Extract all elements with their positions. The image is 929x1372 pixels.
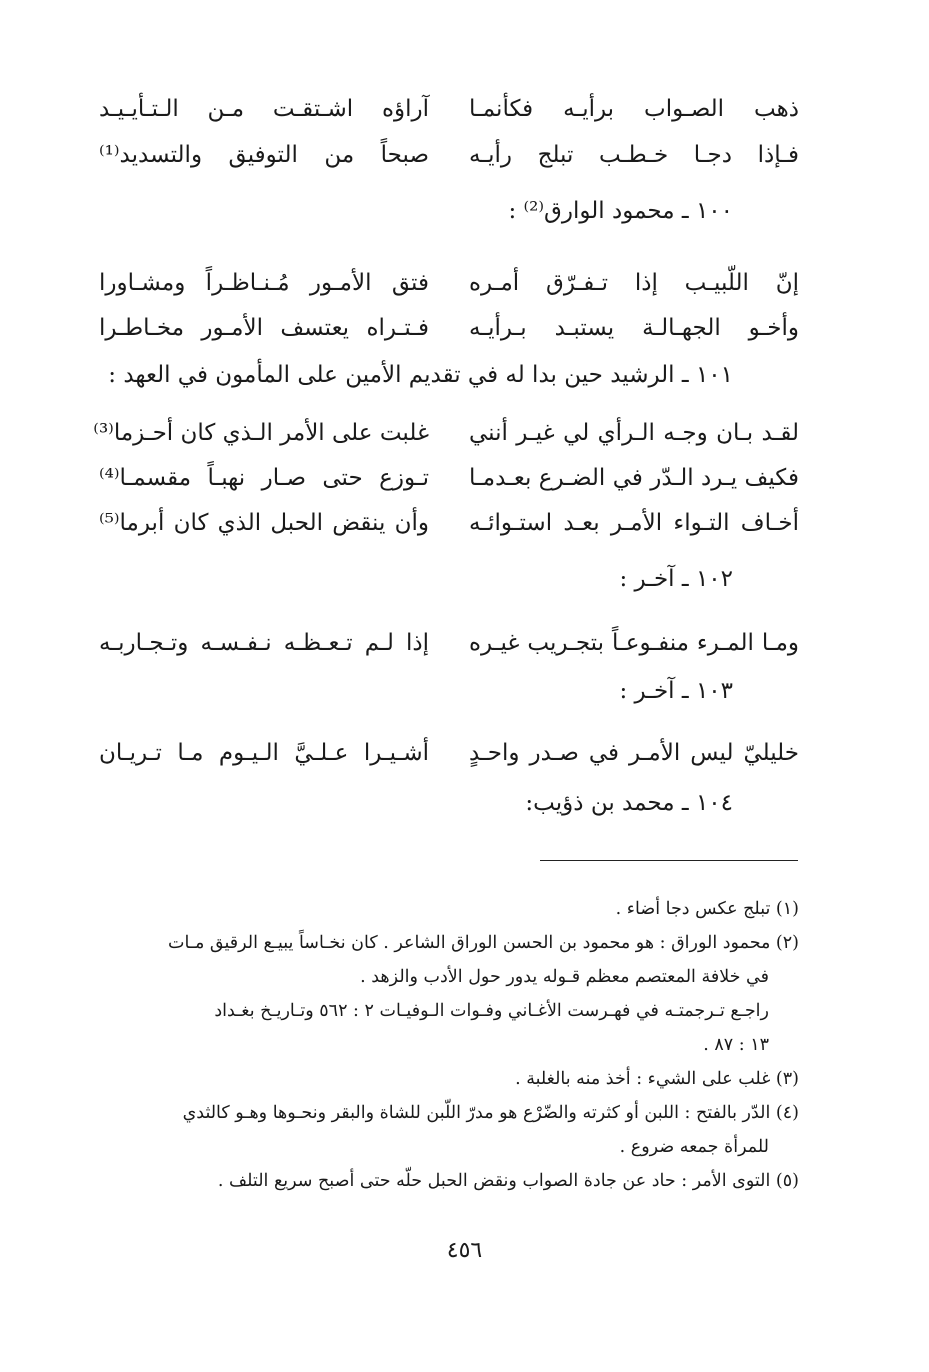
section-heading-100: ١٠٠ ـ محمود الوارق⁽²⁾ : — [508, 198, 733, 224]
verse-first-hemistich: ذهب الصـواب برأيـه فكأنمـا — [469, 96, 799, 122]
verse-line — [99, 730, 799, 776]
verse-second-hemistich: غلبت على الأمر الـذي كان أحـزما⁽³⁾ — [93, 420, 429, 446]
footnote-2-reference: راجـع تـرجمتـه في فهـرست الأغـاني وفـوات الـوفيـات ٢ : ٥٦٢ وتـاريـخ بغـداد — [214, 1001, 769, 1021]
verse-line — [99, 132, 799, 178]
verse-second-hemistich: إذا لـم تـعـظـه نـفـسـه وتـجـاربـه — [99, 630, 429, 656]
verse-first-hemistich: فـإذا دجـا خـطـب تبلج رأيـه — [469, 142, 799, 168]
verse-second-hemistich: تـوزع حتى صـار نهبـاً مقسمـا⁽⁴⁾ — [99, 465, 429, 491]
verse-line — [99, 455, 799, 501]
verse-second-hemistich: أشـيـرا عـلـيَّ الـيـوم مـا تـريـان — [99, 740, 429, 766]
verse-first-hemistich: أخـاف التـواء الأمـر بعـد استـوائـه — [469, 510, 799, 536]
verse-first-hemistich: لقـد بـان وجـه الـرأي لي غيـر أنني — [469, 420, 799, 446]
verse-line — [99, 86, 799, 132]
footnote-4-continued: للمرأة جمعه ضروع . — [619, 1137, 769, 1157]
footnote-4: (٤) الدّر بالفتح : اللبن أو كثرته والضّرْع هو مدرّ اللّبن للشاة والبقر ونحـوها وهـو كالثدي — [182, 1103, 799, 1123]
footnote-2-reference-continued: ١٣ : ٨٧ . — [703, 1035, 769, 1055]
verse-first-hemistich: ومـا المـرء منفـوعـاً بتجـريب غيـره — [469, 630, 799, 656]
section-heading-101: ١٠١ ـ الرشيد حين بدا له في تقديم الأمين على المأمون في العهد : — [108, 362, 733, 388]
verse-second-hemistich: فـتـراه يعتسف الأمـور مخـاطـرا — [99, 315, 429, 341]
verse-second-hemistich: وأن ينقض الحبل الذي كان أبرما⁽⁵⁾ — [99, 510, 429, 536]
page-number: ٤٥٦ — [446, 1238, 483, 1263]
section-heading-103: ١٠٣ ـ آخـر : — [619, 678, 733, 704]
footnote-3: (٣) غلب على الشيء : أخذ منه بالغلبة . — [515, 1069, 799, 1089]
verse-line — [99, 260, 799, 306]
footnote-2-continued: في خلافة المعتصم معظم قـوله يدور حول الأدب والزهد . — [360, 967, 769, 987]
verse-first-hemistich: وأخـو الجهـالـة يستبـد بـرأيـه — [469, 315, 799, 341]
verse-first-hemistich: إنّ اللّبيـب إذا تـفـرّق أمـره — [469, 270, 799, 296]
verse-first-hemistich: فكيف يـرد الـدّر في الضـرع بعـدمـا — [469, 465, 799, 491]
section-heading-104: ١٠٤ ـ محمد بن ذؤيب: — [525, 790, 733, 816]
verse-second-hemistich: صبحاً من التوفيق والتسديد⁽¹⁾ — [99, 142, 429, 168]
verse-first-hemistich: خليليّ ليس الأمـر في صـدر واحـدٍ — [469, 740, 799, 766]
section-heading-102: ١٠٢ ـ آخـر : — [619, 566, 733, 592]
footnote-2: (٢) محمود الوراق : هو محمود بن الحسن الوراق الشاعر . كان نخـاساً يبيـع الرقيق مـات — [168, 933, 799, 953]
verse-second-hemistich: آراؤه اشـتقـت مـن الـتـأيـيـد — [99, 96, 429, 122]
verse-line — [93, 410, 799, 456]
verse-line — [99, 305, 799, 351]
footnote-separator — [540, 860, 798, 861]
footnotes — [99, 892, 799, 1198]
verse-line — [99, 500, 799, 546]
footnote-5: (٥) التوى الأمر : حاد عن جادة الصواب ونقض الحبل حلّه حتى أصبح سريع التلف . — [217, 1171, 799, 1191]
verse-line — [99, 620, 799, 666]
footnote-1: (١) تبلج عكس دجا أضاء . — [615, 899, 799, 919]
verse-second-hemistich: فتق الأمـور مُـنـاظـراً ومشـاورا — [99, 270, 429, 296]
